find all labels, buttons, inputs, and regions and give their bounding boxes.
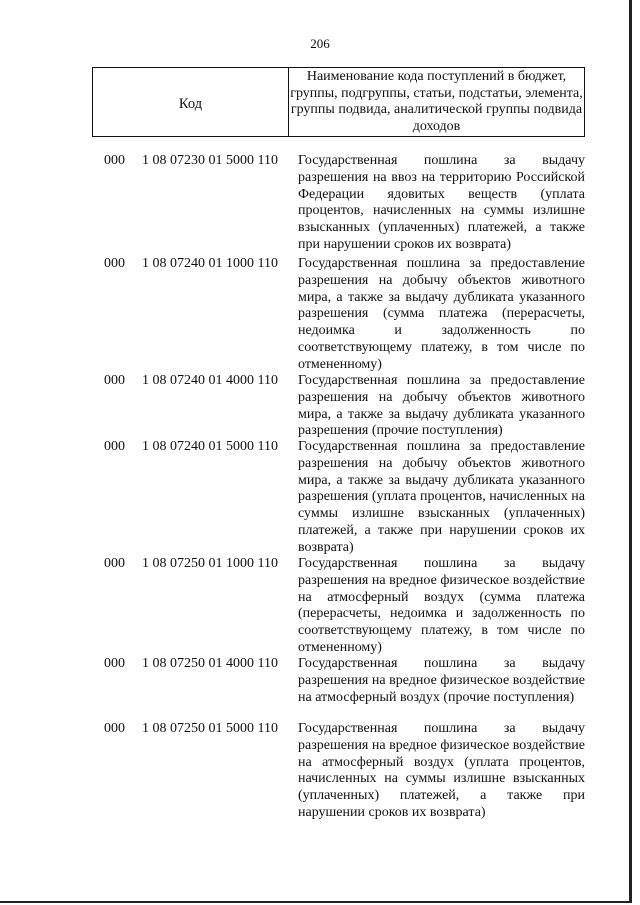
table-header	[92, 67, 585, 137]
admin-code: 000	[104, 373, 125, 388]
revenue-name: Государственная пошлина за выдачу разрешения на ввоз на территорию Российской Федерации ядовитых веществ (уплата процентов, начисленных на суммы излишне взысканных (уплаченных) платежей, а также при нарушении сроков их возврата)	[298, 153, 585, 252]
revenue-name: Государственная пошлина за предоставление разрешения на добычу объектов животного мира, а также за выдачу дубликата указанного разрешения (сумма платежа (перерасчеты, недоимка и задолженность по соответствующему платежу, в том числе по отмененному)	[298, 256, 585, 372]
admin-code: 000	[104, 721, 125, 736]
revenue-code: 1 08 07240 01 5000 110	[142, 439, 278, 454]
header-code-cell: Код	[93, 68, 289, 136]
revenue-name: Государственная пошлина за выдачу разрешения на вредное физическое воздействие на атмосферный воздух (прочие поступления)	[298, 656, 585, 705]
header-name-cell: Наименование кода поступлений в бюджет, группы, подгруппы, статьи, подстатьи, элемента, группы подвида, аналитической группы подвида доходов	[290, 69, 583, 134]
revenue-name: Государственная пошлина за предоставление разрешения на добычу объектов животного мира, а также за выдачу дубликата указанного разрешения (уплата процентов, начисленных на суммы излишне взысканных (уплаченных) платежей, а также при нарушении сроков их возврата)	[298, 439, 585, 555]
revenue-code: 1 08 07240 01 1000 110	[142, 256, 278, 271]
revenue-code: 1 08 07250 01 1000 110	[142, 556, 278, 571]
revenue-code: 1 08 07230 01 5000 110	[142, 153, 278, 168]
revenue-name: Государственная пошлина за предоставление разрешения на добычу объектов животного мира, а также за выдачу дубликата указанного разрешения (прочие поступления)	[298, 373, 585, 439]
admin-code: 000	[104, 439, 125, 454]
revenue-code: 1 08 07240 01 4000 110	[142, 373, 278, 388]
revenue-code: 1 08 07250 01 5000 110	[142, 721, 278, 736]
revenue-name: Государственная пошлина за выдачу разрешения на вредное физическое воздействие на атмосферный воздух (сумма платежа (перерасчеты, недоимка и задолженность по соответствующему платежу, в том числе по отмененному)	[298, 556, 585, 655]
admin-code: 000	[104, 656, 125, 671]
admin-code: 000	[104, 153, 125, 168]
admin-code: 000	[104, 556, 125, 571]
admin-code: 000	[104, 256, 125, 271]
revenue-name: Государственная пошлина за выдачу разрешения на вредное физическое воздействие на атмосферный воздух (уплата процентов, начисленных на суммы излишне взысканных (уплаченных) платежей, а также при нарушении сроков их возврата)	[298, 721, 585, 820]
revenue-code: 1 08 07250 01 4000 110	[142, 656, 278, 671]
page-number: 206	[310, 36, 330, 51]
